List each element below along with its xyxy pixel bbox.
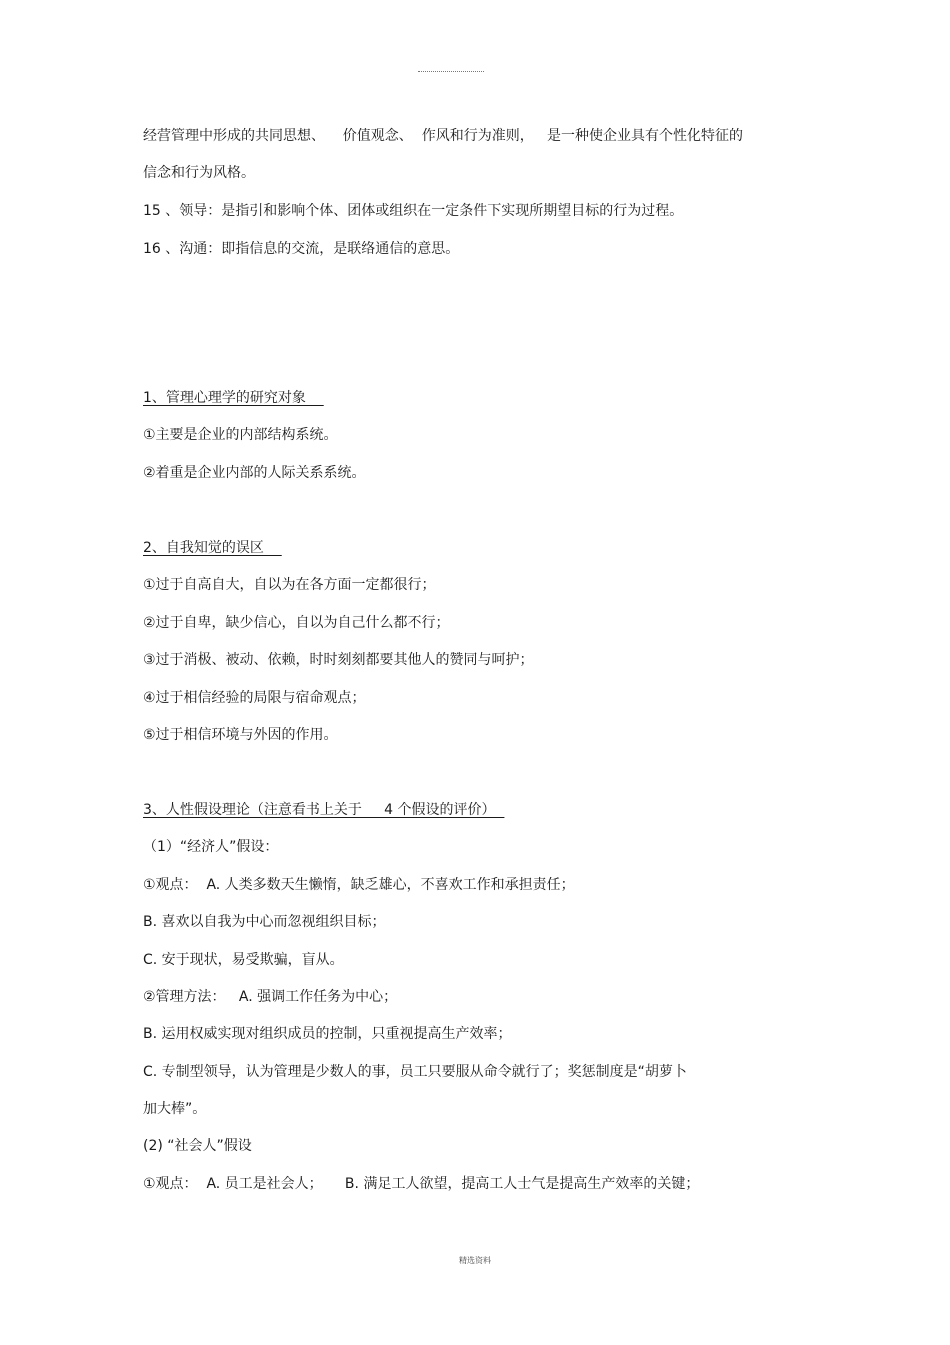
section-1-item: ②着重是企业内部的人际关系系统。 bbox=[143, 465, 366, 481]
section-3-item: ①观点： A. 员工是社会人； B. 满足工人欲望，提高工人士气是提高生产效率的关键； bbox=[143, 1176, 700, 1192]
section-3-item: ①观点： A. 人类多数天生懒惰，缺乏雄心，不喜欢工作和承担责任； bbox=[143, 877, 575, 893]
section-2-item: ④过于相信经验的局限与宿命观点； bbox=[143, 690, 366, 706]
intro-line-1: 经营管理中形成的共同思想、 价值观念、 作风和行为准则， 是一种使企业具有个性化特征的 bbox=[143, 128, 744, 144]
header-rule bbox=[418, 71, 484, 72]
section-3-heading: 3、人性假设理论（注意看书上关于 4 个假设的评价） bbox=[143, 802, 505, 818]
section-1-heading: 1、管理心理学的研究对象 bbox=[143, 390, 324, 406]
section-2-item: ①过于自高自大，自以为在各方面一定都很行； bbox=[143, 577, 436, 593]
section-3-item: (2) “社会人”假设 bbox=[143, 1138, 252, 1154]
section-2-heading: 2、自我知觉的误区 bbox=[143, 540, 282, 556]
section-3-item: B. 喜欢以自我为中心而忽视组织目标； bbox=[143, 914, 386, 930]
section-3-item: 加大棒”。 bbox=[143, 1101, 207, 1117]
section-2-item: ⑤过于相信环境与外因的作用。 bbox=[143, 727, 338, 743]
section-2-item: ②过于自卑，缺少信心，自以为自己什么都不行； bbox=[143, 615, 450, 631]
section-3-item: ②管理方法： A. 强调工作任务为中心； bbox=[143, 989, 398, 1005]
section-2-item: ③过于消极、被动、依赖，时时刻刻都要其他人的赞同与呵护； bbox=[143, 652, 534, 668]
section-1-item: ①主要是企业的内部结构系统。 bbox=[143, 427, 338, 443]
section-3-item: B. 运用权威实现对组织成员的控制，只重视提高生产效率； bbox=[143, 1026, 512, 1042]
definition-15: 15 、领导：是指引和影响个体、团体或组织在一定条件下实现所期望目标的行为过程。 bbox=[143, 203, 684, 219]
section-3-item: （1）“经济人”假设： bbox=[143, 839, 279, 855]
intro-line-2: 信念和行为风格。 bbox=[143, 165, 255, 181]
section-3-item: C. 专制型领导，认为管理是少数人的事，员工只要服从命令就行了；奖惩制度是“胡萝卜 bbox=[143, 1064, 687, 1080]
page-footer: 精选资料 bbox=[459, 1256, 491, 1265]
definition-16: 16 、沟通：即指信息的交流，是联络通信的意思。 bbox=[143, 241, 460, 257]
section-3-item: C. 安于现状，易受欺骗，盲从。 bbox=[143, 952, 344, 968]
